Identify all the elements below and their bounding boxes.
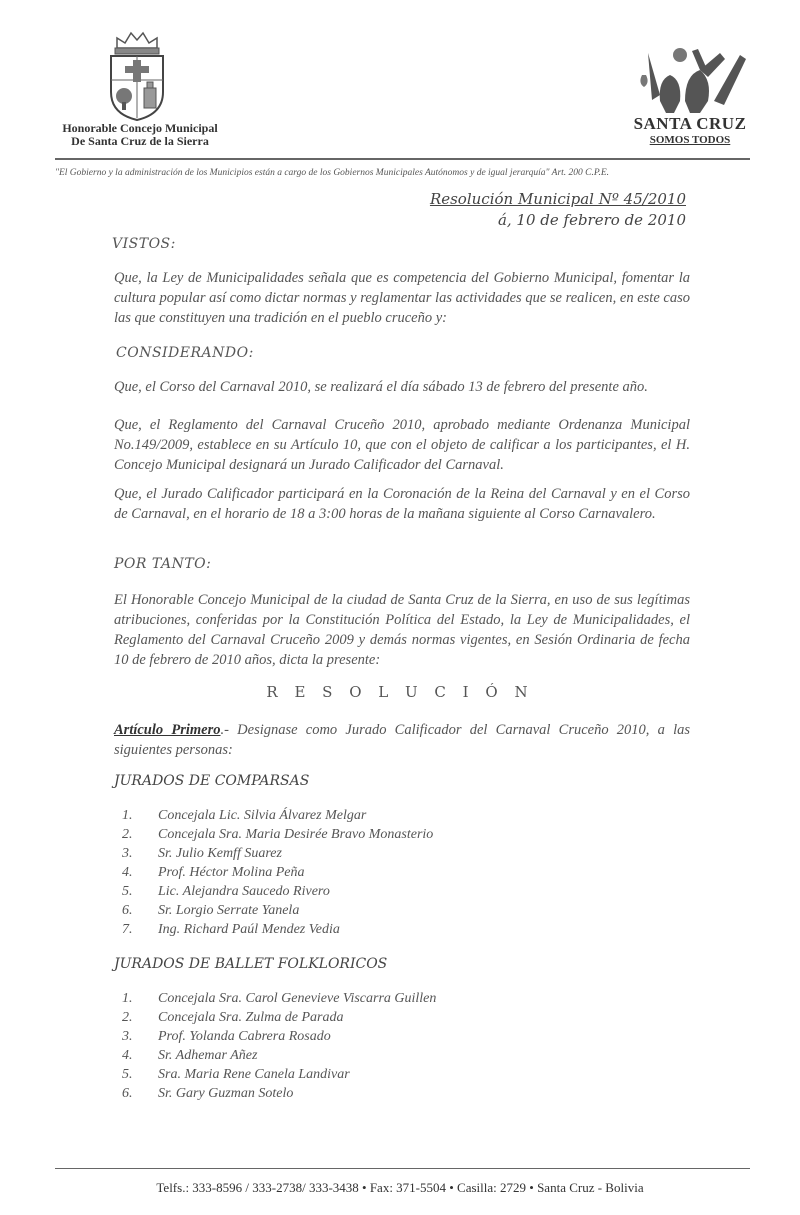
- articulo-primero: [114, 720, 690, 760]
- list-item: 2. Concejala Sra. Maria Desirée Bravo Monasterio: [122, 827, 434, 842]
- footer-contact: Telfs.: 333-8596 / 333-2738/ 333-3438 • Fax: 371-5504 • Casilla: 2729 • Santa Cruz - Bolivia: [156, 1180, 644, 1195]
- list-item: 5. Lic. Alejandra Saucedo Rivero: [122, 884, 330, 899]
- logo-subtitle: SOMOS TODOS: [649, 134, 731, 146]
- articulo-primero-text: .- Designase como Jurado Calificador del Carnaval Cruceño 2010, a las siguientes personas:: [114, 722, 690, 758]
- considerando-paragraph-2: Que, el Reglamento del Carnaval Cruceño 2010, aprobado mediante Ordenanza Municipal No.149/2009, establece en su Artículo 10, que con el objeto de calificar a los participantes, el H. Concejo Municipal designará un Jurado Calificador del Carnaval.: [114, 417, 690, 473]
- considerando-paragraph-3: Que, el Jurado Calificador participará en la Coronación de la Reina del Carnaval y en el Corso de Carnaval, en el horario de 18 a 3:00 horas de la mañana siguiente al Corso Carnavalero.: [114, 486, 690, 522]
- organization-name: [40, 122, 240, 148]
- list-item: 6. Sr. Gary Guzman Sotelo: [122, 1086, 294, 1101]
- resolution-title: Resolución Municipal Nº 45/2010: [429, 190, 686, 208]
- constitution-quote: "El Gobierno y la administración de los Municipios están a cargo de los Gobiernos Municipales Autónomos y de igual jerarquía" Art. 200 C.P.E.: [55, 168, 610, 178]
- resolution-date: á, 10 de febrero de 2010: [497, 211, 686, 229]
- list-item: 5. Sra. Maria Rene Canela Landivar: [122, 1067, 350, 1082]
- logo-title: SANTA CRUZ: [633, 114, 747, 133]
- resolucion-heading: R E S O L U C I Ó N: [266, 683, 534, 701]
- list-item: 6. Sr. Lorgio Serrate Yanela: [122, 903, 300, 918]
- header-divider: [55, 158, 750, 160]
- considerando-heading: CONSIDERANDO:: [116, 345, 254, 361]
- vistos-paragraph: Que, la Ley de Municipalidades señala que es competencia del Gobierno Municipal, fomentar la cultura popular así como dictar normas y reglamentar las actividades que se realicen, en este caso las que constituyen una tradición en el pueblo cruceño y:: [114, 270, 690, 326]
- comparsas-list: [122, 806, 433, 939]
- articulo-primero-label: Artículo Primero: [114, 722, 221, 738]
- list-item: 1. Concejala Sra. Carol Genevieve Viscarra Guillen: [122, 991, 437, 1006]
- ballet-list: [122, 989, 436, 1103]
- list-item: 4. Sr. Adhemar Añez: [122, 1048, 258, 1063]
- coat-of-arms-icon: [103, 30, 171, 122]
- list-item: 7. Ing. Richard Paúl Mendez Vedia: [122, 922, 340, 937]
- organization-name-line1: Honorable Concejo Municipal: [62, 121, 218, 135]
- vistos-heading: VISTOS:: [112, 236, 176, 252]
- considerando-paragraph-1: Que, el Corso del Carnaval 2010, se realizará el día sábado 13 de febrero del presente año.: [114, 379, 648, 395]
- list-item: 3. Sr. Julio Kemff Suarez: [122, 846, 282, 861]
- por-tanto-paragraph: El Honorable Concejo Municipal de la ciudad de Santa Cruz de la Sierra, en uso de sus legítimas atribuciones, conferidas por la Constitución Política del Estado, la Ley de Municipalidades, el Reglamento del Carnaval Cruceño 2009 y demás normas vigentes, en Sesión Ordinaria de fecha 10 de febrero de 2010 años, dicta la presente:: [114, 592, 690, 668]
- ballet-heading: JURADOS DE BALLET FOLKLORICOS: [114, 956, 388, 972]
- list-item: 1. Concejala Lic. Silvia Álvarez Melgar: [122, 808, 367, 823]
- list-item: 3. Prof. Yolanda Cabrera Rosado: [122, 1029, 331, 1044]
- footer-divider: [55, 1168, 750, 1169]
- organization-name-line2: De Santa Cruz de la Sierra: [71, 134, 209, 148]
- por-tanto-heading: POR TANTO:: [114, 556, 212, 572]
- list-item: 4. Prof. Héctor Molina Peña: [122, 865, 305, 880]
- comparsas-heading: JURADOS DE COMPARSAS: [114, 773, 310, 789]
- list-item: 2. Concejala Sra. Zulma de Parada: [122, 1010, 344, 1025]
